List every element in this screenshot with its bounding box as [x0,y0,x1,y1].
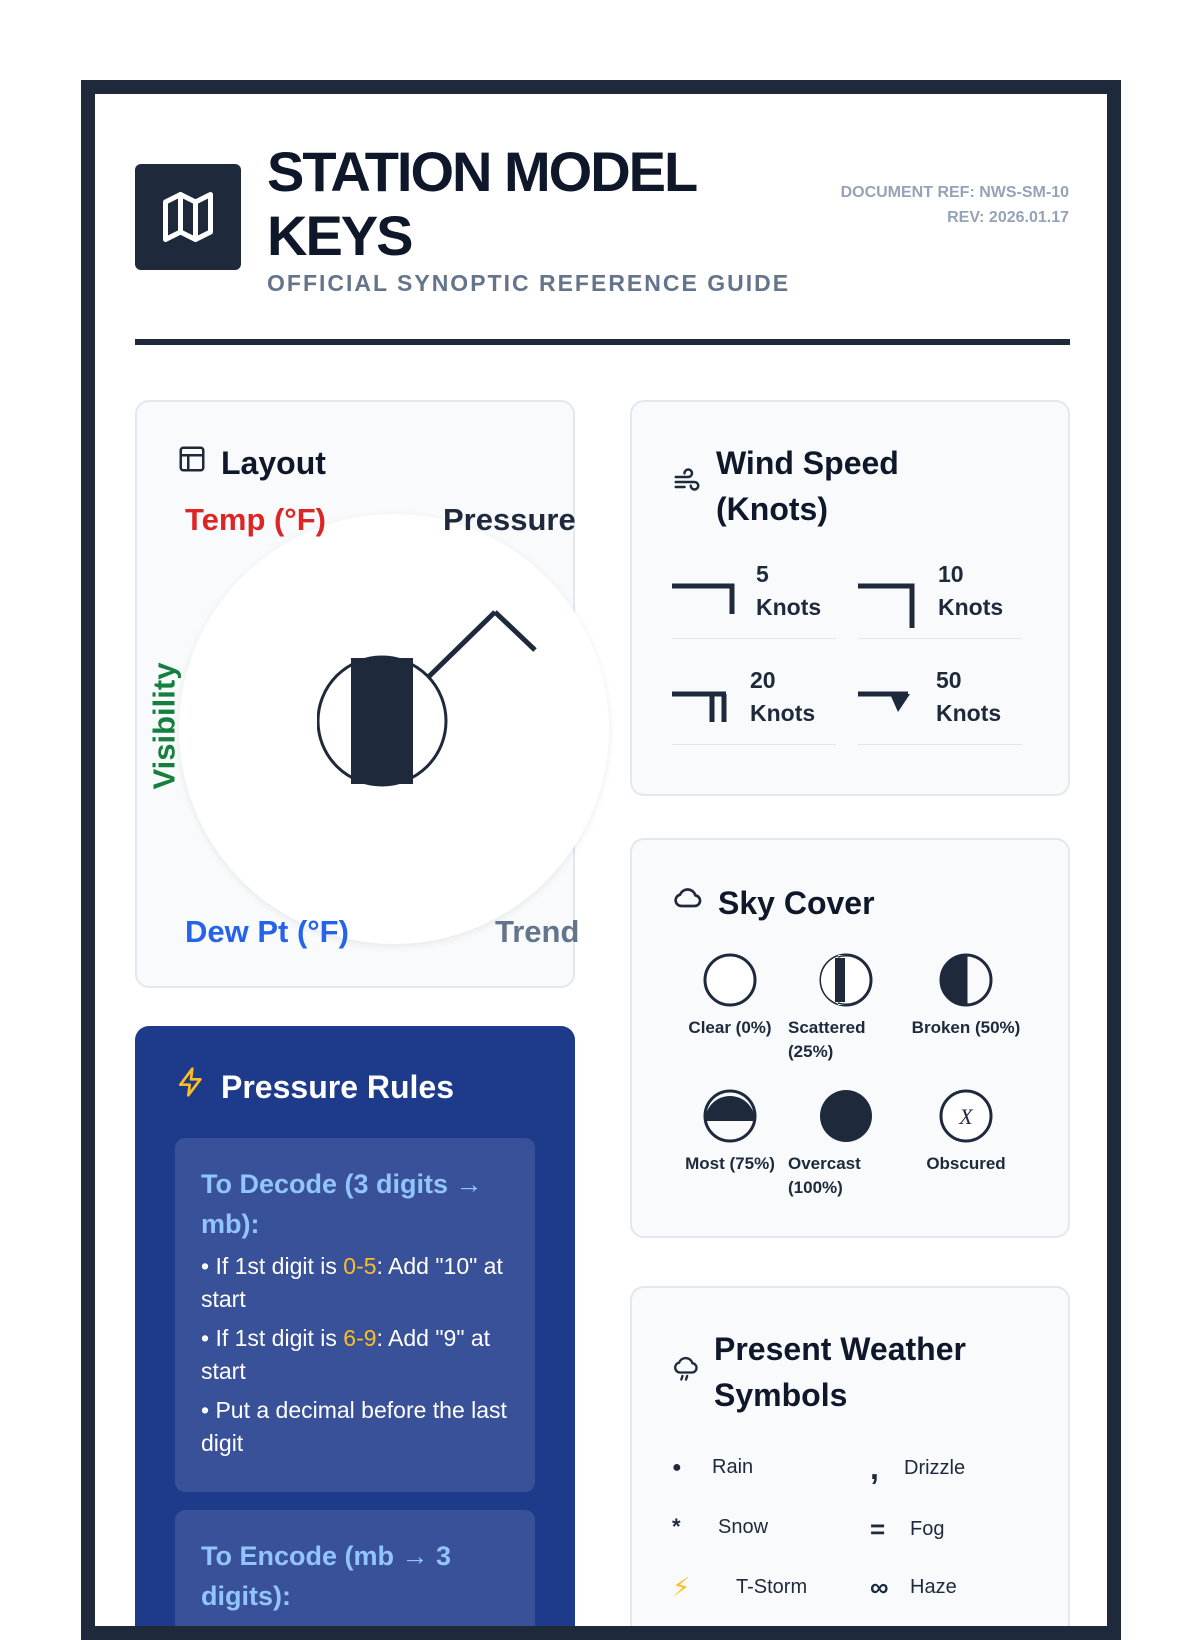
wind-barb-50-icon [858,664,938,724]
doc-ref: DOCUMENT REF: NWS-SM-10 [840,184,1069,201]
dewpoint-label: Dew Pt (°F) [185,914,349,949]
sky-cover-card [630,838,1070,1238]
wind-barb-5-icon [672,558,752,618]
wind-unit-20: Knots [750,700,816,726]
snow-icon: * [672,1514,681,1539]
present-weather-card [630,1286,1070,1640]
weather-title-text: Present Weather Symbols [714,1331,966,1413]
decode-rule-3: • Put a decimal before the last digit [201,1397,507,1456]
visibility-label: Visibility [146,662,182,790]
lightning-icon [175,1064,207,1110]
temp-label: Temp (°F) [185,502,326,537]
station-model-diagram [317,608,547,798]
sky-clear-icon [702,952,758,1008]
sky-item-broken [904,952,1028,1040]
revision: REV: 2026.01.17 [947,209,1069,226]
sky-item-overcast [788,1088,904,1200]
wind-barb [495,612,535,650]
decode-rules [175,1138,535,1492]
wind-item-20 [672,664,836,745]
sky-label-most: Most (75%) [685,1154,775,1173]
weather-item-fog [870,1514,944,1545]
wind-value-20: 20 [750,667,776,693]
wind-barb-10-icon [858,558,938,628]
wind-value-50: 50 [936,667,962,693]
wind-barb-20-icon [672,664,752,724]
wind-item-50 [858,664,1022,745]
layout-card-title [177,440,326,486]
weather-label-snow: Snow [718,1515,769,1538]
wind-title-text: Wind Speed (Knots) [716,445,899,527]
sky-item-obscured [908,1088,1024,1176]
sky-item-scattered [788,952,904,1064]
document-reference [829,180,1069,230]
haze-icon: ∞ [870,1572,889,1602]
sky-label-broken: Broken (50%) [911,1018,1021,1037]
cloud-rain-icon [672,1349,700,1395]
sky-scattered-icon [818,952,874,1008]
pressure-rules-card [135,1026,575,1640]
pressure-card-title [175,1064,454,1110]
sky-cover-fill [351,658,413,784]
weather-label-tstorm: T-Storm [736,1576,808,1598]
wind-speed-card [630,400,1070,796]
sky-most-icon [702,1088,758,1144]
sky-obscured-icon [938,1088,994,1144]
wind-label-5 [756,558,836,624]
decode-rule-2: • If 1st digit is 6-9: Add "9" at start [201,1325,491,1384]
sky-title-text: Sky Cover [718,885,875,921]
wind-item-10 [858,558,1022,639]
wind-unit-10: Knots [938,594,1004,620]
weather-label-rain: Rain [712,1456,754,1478]
header-divider [135,339,1070,345]
layout-icon [177,440,207,486]
encode-title: To Encode (mb → 3 digits): [201,1541,452,1611]
wind-label-10 [938,558,1018,624]
weather-label-fog: Fog [910,1518,945,1540]
weather-item-haze [870,1572,957,1603]
map-icon [135,164,241,270]
page-subtitle: OFFICIAL SYNOPTIC REFERENCE GUIDE [267,270,791,296]
weather-item-rain [672,1456,753,1479]
encode-rules [175,1510,535,1640]
sky-label-scattered: Scattered (25%) [788,1018,866,1061]
wind-label-50 [936,664,1016,730]
sky-item-clear [672,952,788,1040]
rain-icon: ● [672,1458,682,1476]
wind-item-5 [672,558,836,639]
sky-card-title [672,880,875,926]
wind-unit-5: Knots [756,594,822,620]
document-frame [81,80,1121,1640]
trend-label: Trend [495,914,580,949]
wind-value-10: 10 [938,561,964,587]
sky-label-clear: Clear (0%) [688,1018,772,1037]
svg-text:X: X [959,1104,973,1129]
cloud-icon [672,880,704,926]
weather-item-drizzle [870,1450,965,1487]
layout-card [135,400,580,988]
tstorm-icon: ⚡ [672,1572,691,1602]
wind-unit-50: Knots [936,700,1002,726]
wind-label-20 [750,664,830,730]
layout-title-text: Layout [221,445,326,481]
sky-broken-icon [938,952,994,1008]
weather-label-drizzle: Drizzle [904,1457,966,1479]
wind-icon [672,463,702,509]
wind-value-5: 5 [756,561,769,587]
weather-item-snow [672,1514,768,1540]
pressure-title-text: Pressure Rules [221,1069,455,1105]
weather-label-haze: Haze [910,1576,957,1598]
wind-card-title [672,440,1012,532]
page-title: STATION MODEL KEYS [267,140,696,267]
weather-item-tstorm [672,1572,807,1603]
sky-overcast-icon [818,1088,874,1144]
pressure-label: Pressure [443,502,576,537]
sky-item-most [672,1088,788,1176]
drizzle-icon: , [870,1450,879,1486]
decode-rule-1: • If 1st digit is 0-5: Add "10" at start [201,1253,503,1312]
sky-label-overcast: Overcast (100%) [788,1154,861,1197]
weather-card-title [672,1326,1012,1418]
fog-icon: = [870,1514,886,1544]
decode-title: To Decode (3 digits → mb): [201,1169,483,1239]
sky-label-obscured: Obscured [926,1154,1006,1173]
